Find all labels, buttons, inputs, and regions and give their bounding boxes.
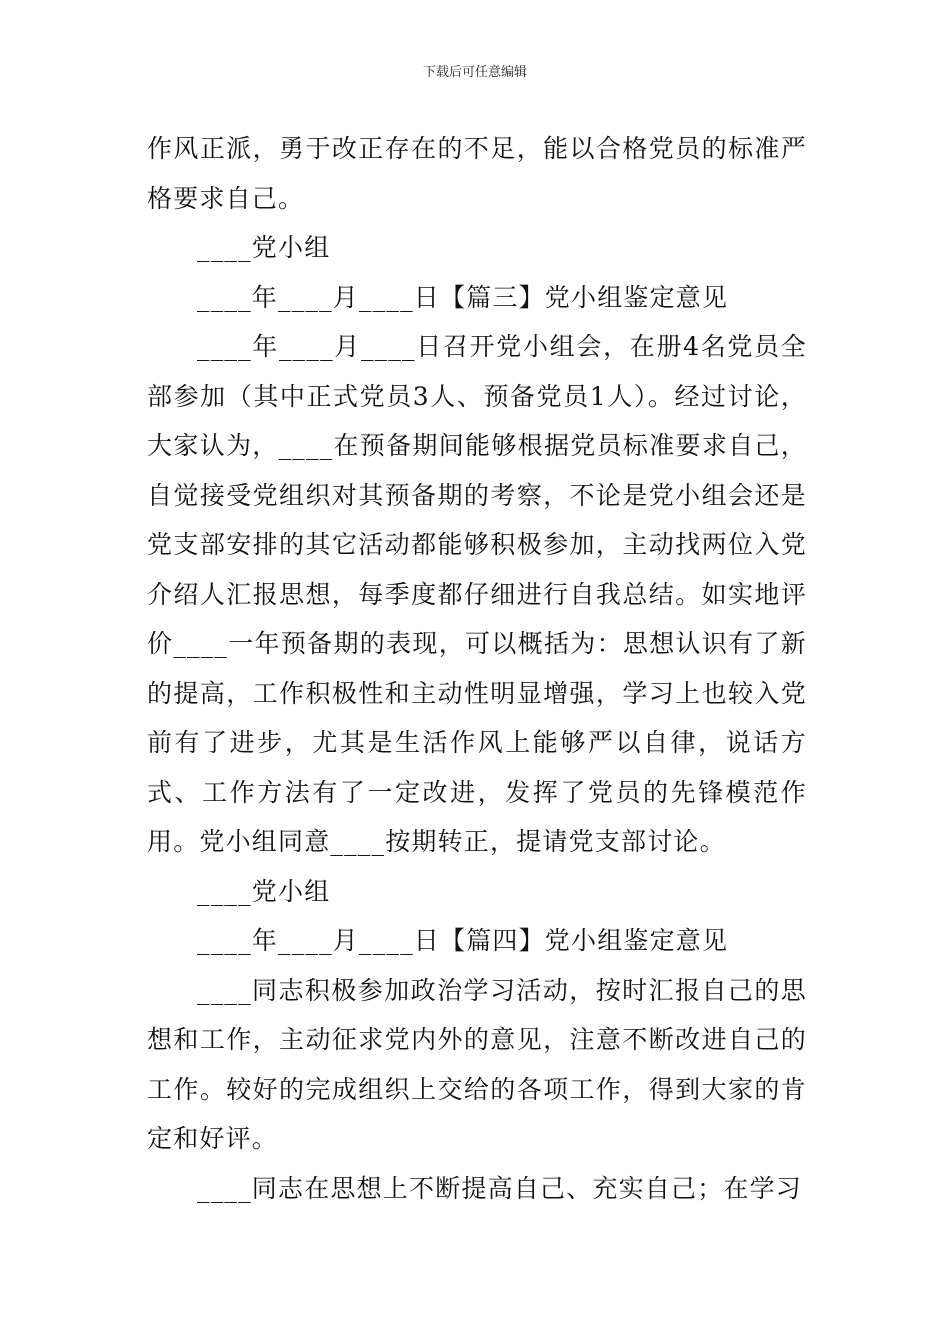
- document-body: [147, 124, 807, 1213]
- paragraph-continued: 作风正派，勇于改正存在的不足，能以合格党员的标准严格要求自己。: [147, 134, 807, 213]
- section-3-body: ____年____月____日召开党小组会，在册4名党员全部参加（其中正式党员3人、预备党员1人）。经过讨论，大家认为，____在预备期间能够根据党员标准要求自己，自觉接受党组织对其预备期的考察，不论是党小组会还是党支部安排的其它活动都能够积极参加，主动找两位入党介绍人汇报思想，每季度都仔细进行自我总结。如实地评价____一年预备期的表现，可以概括为：思想认识有了新的提高，工作积极性和主动性明显增强，学习上也较入党前有了进步，尤其是生活作风上能够严以自律，说话方式、工作方法有了一定改进，发挥了党员的先锋模范作用。党小组同意____按期转正，提请党支部讨论。: [147, 332, 807, 856]
- page-header: 下载后可任意编辑: [422, 65, 527, 80]
- section-4-paragraph-2: ____同志在思想上不断提高自己、充实自己；在学习: [197, 1173, 803, 1203]
- section-4-paragraph-1: ____同志积极参加政治学习活动，按时汇报自己的思想和工作，主动征求党内外的意见，注意不断改进自己的工作。较好的完成组织上交给的各项工作，得到大家的肯定和好评。: [147, 975, 807, 1153]
- party-group-signature: ____党小组: [197, 876, 331, 906]
- party-group-signature: ____党小组: [197, 233, 331, 262]
- date-and-section-3-heading: ____年____月____日【篇三】党小组鉴定意见: [197, 282, 729, 312]
- date-and-section-4-heading: ____年____月____日【篇四】党小组鉴定意见: [197, 926, 729, 955]
